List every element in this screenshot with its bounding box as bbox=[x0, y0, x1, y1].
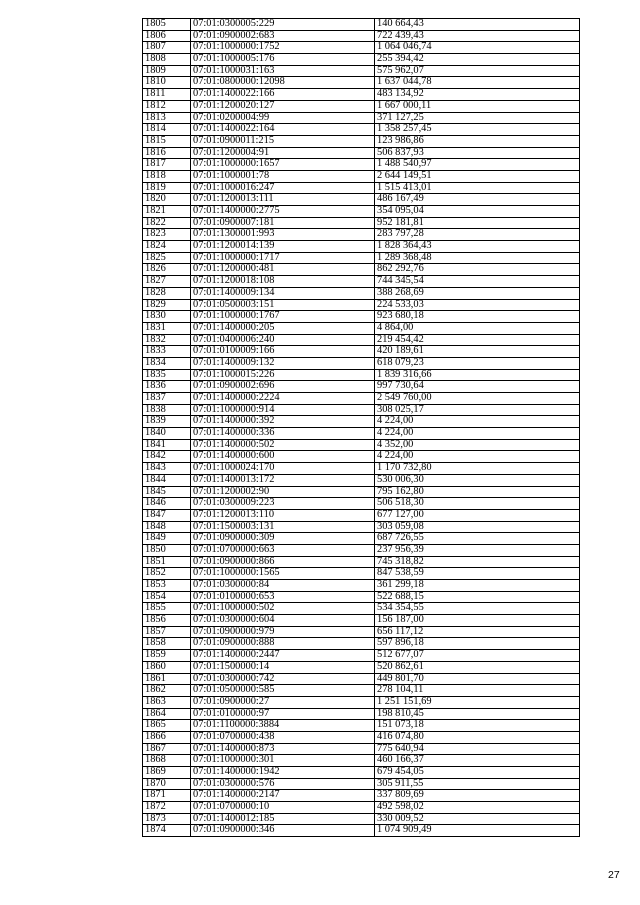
table-row bbox=[143, 252, 580, 264]
table-row bbox=[143, 147, 580, 159]
row-number-cell: 1846 bbox=[143, 498, 191, 510]
table-row bbox=[143, 135, 580, 147]
table-row bbox=[143, 591, 580, 603]
table-row bbox=[143, 685, 580, 697]
cadastral-number-cell: 07:01:1000031:163 bbox=[191, 65, 375, 77]
table-row bbox=[143, 556, 580, 568]
row-number-cell: 1815 bbox=[143, 135, 191, 147]
table-row bbox=[143, 287, 580, 299]
cadastral-value-cell: 597 896,18 bbox=[375, 638, 580, 650]
cadastral-value-cell: 618 079,23 bbox=[375, 357, 580, 369]
table-row bbox=[143, 299, 580, 311]
row-number-cell: 1831 bbox=[143, 322, 191, 334]
row-number-cell: 1874 bbox=[143, 825, 191, 837]
cadastral-number-cell: 07:01:1200013:111 bbox=[191, 194, 375, 206]
cadastral-value-cell: 330 009,52 bbox=[375, 813, 580, 825]
row-number-cell: 1806 bbox=[143, 30, 191, 42]
table-body bbox=[143, 19, 580, 837]
cadastral-value-cell: 198 810,45 bbox=[375, 708, 580, 720]
table-row bbox=[143, 509, 580, 521]
table-row bbox=[143, 229, 580, 241]
cadastral-value-cell: 1 828 364,43 bbox=[375, 241, 580, 253]
cadastral-value-cell: 151 073,18 bbox=[375, 720, 580, 732]
cadastral-number-cell: 07:01:1000000:502 bbox=[191, 603, 375, 615]
cadastral-value-cell: 337 809,69 bbox=[375, 790, 580, 802]
cadastral-value-cell: 1 637 044,78 bbox=[375, 77, 580, 89]
table-row bbox=[143, 603, 580, 615]
table-row bbox=[143, 638, 580, 650]
table-row bbox=[143, 54, 580, 66]
cadastral-number-cell: 07:01:1400013:172 bbox=[191, 474, 375, 486]
table-row bbox=[143, 463, 580, 475]
table-row bbox=[143, 182, 580, 194]
row-number-cell: 1826 bbox=[143, 264, 191, 276]
cadastral-number-cell: 07:01:1400009:134 bbox=[191, 287, 375, 299]
row-number-cell: 1836 bbox=[143, 381, 191, 393]
cadastral-value-cell: 4 224,00 bbox=[375, 416, 580, 428]
cadastral-number-cell: 07:01:0100000:97 bbox=[191, 708, 375, 720]
row-number-cell: 1868 bbox=[143, 755, 191, 767]
cadastral-value-cell: 1 064 046,74 bbox=[375, 42, 580, 54]
cadastral-value-cell: 354 095,04 bbox=[375, 206, 580, 218]
cadastral-value-cell: 1 251 151,69 bbox=[375, 696, 580, 708]
table-row bbox=[143, 825, 580, 837]
cadastral-number-cell: 07:01:0900000:309 bbox=[191, 533, 375, 545]
cadastral-value-cell: 522 688,15 bbox=[375, 591, 580, 603]
cadastral-number-cell: 07:01:0500000:585 bbox=[191, 685, 375, 697]
table-row bbox=[143, 778, 580, 790]
cadastral-value-cell: 303 059,08 bbox=[375, 521, 580, 533]
table-row bbox=[143, 206, 580, 218]
table-row bbox=[143, 568, 580, 580]
row-number-cell: 1822 bbox=[143, 217, 191, 229]
cadastral-number-cell: 07:01:1400009:132 bbox=[191, 357, 375, 369]
cadastral-value-cell: 123 986,86 bbox=[375, 135, 580, 147]
row-number-cell: 1812 bbox=[143, 100, 191, 112]
row-number-cell: 1870 bbox=[143, 778, 191, 790]
table-row bbox=[143, 533, 580, 545]
cadastral-value-cell: 371 127,25 bbox=[375, 112, 580, 124]
cadastral-number-cell: 07:01:0200004:99 bbox=[191, 112, 375, 124]
row-number-cell: 1860 bbox=[143, 661, 191, 673]
cadastral-number-cell: 07:01:1200018:108 bbox=[191, 276, 375, 288]
cadastral-number-cell: 07:01:0900007:181 bbox=[191, 217, 375, 229]
cadastral-value-cell: 1 170 732,80 bbox=[375, 463, 580, 475]
row-number-cell: 1854 bbox=[143, 591, 191, 603]
cadastral-number-cell: 07:01:1100000:3884 bbox=[191, 720, 375, 732]
table-row bbox=[143, 731, 580, 743]
table-row bbox=[143, 65, 580, 77]
table-row bbox=[143, 369, 580, 381]
cadastral-number-cell: 07:01:1400000:2775 bbox=[191, 206, 375, 218]
table-row bbox=[143, 790, 580, 802]
cadastral-number-cell: 07:01:0300000:742 bbox=[191, 673, 375, 685]
cadastral-value-cell: 255 394,42 bbox=[375, 54, 580, 66]
cadastral-number-cell: 07:01:1000000:1752 bbox=[191, 42, 375, 54]
row-number-cell: 1819 bbox=[143, 182, 191, 194]
table-row bbox=[143, 170, 580, 182]
cadastral-value-cell: 483 134,92 bbox=[375, 89, 580, 101]
cadastral-value-cell: 997 730,64 bbox=[375, 381, 580, 393]
table-row bbox=[143, 650, 580, 662]
table-row bbox=[143, 626, 580, 638]
row-number-cell: 1818 bbox=[143, 170, 191, 182]
cadastral-value-cell: 677 127,00 bbox=[375, 509, 580, 521]
row-number-cell: 1872 bbox=[143, 802, 191, 814]
cadastral-number-cell: 07:01:0400006:240 bbox=[191, 334, 375, 346]
cadastral-value-cell: 449 801,70 bbox=[375, 673, 580, 685]
table-row bbox=[143, 393, 580, 405]
cadastral-value-cell: 923 680,18 bbox=[375, 311, 580, 323]
cadastral-number-cell: 07:01:0900000:888 bbox=[191, 638, 375, 650]
cadastral-value-cell: 237 956,39 bbox=[375, 544, 580, 556]
table-row bbox=[143, 743, 580, 755]
table-row bbox=[143, 708, 580, 720]
cadastral-number-cell: 07:01:0300005:229 bbox=[191, 19, 375, 31]
table-row bbox=[143, 404, 580, 416]
cadastral-number-cell: 07:01:1400000:2147 bbox=[191, 790, 375, 802]
row-number-cell: 1838 bbox=[143, 404, 191, 416]
cadastral-value-cell: 795 162,80 bbox=[375, 486, 580, 498]
table-row bbox=[143, 100, 580, 112]
cadastral-number-cell: 07:01:0900011:215 bbox=[191, 135, 375, 147]
cadastral-number-cell: 07:01:1400000:2224 bbox=[191, 393, 375, 405]
cadastral-value-cell: 388 268,69 bbox=[375, 287, 580, 299]
table-row bbox=[143, 474, 580, 486]
table-row bbox=[143, 30, 580, 42]
row-number-cell: 1816 bbox=[143, 147, 191, 159]
cadastral-number-cell: 07:01:0900000:346 bbox=[191, 825, 375, 837]
cadastral-number-cell: 07:01:1200000:481 bbox=[191, 264, 375, 276]
cadastral-value-cell: 775 640,94 bbox=[375, 743, 580, 755]
row-number-cell: 1824 bbox=[143, 241, 191, 253]
cadastral-value-cell: 745 318,82 bbox=[375, 556, 580, 568]
cadastral-number-cell: 07:01:1500003:131 bbox=[191, 521, 375, 533]
row-number-cell: 1833 bbox=[143, 346, 191, 358]
cadastral-number-cell: 07:01:0100009:166 bbox=[191, 346, 375, 358]
cadastral-value-cell: 420 189,61 bbox=[375, 346, 580, 358]
cadastral-number-cell: 07:01:0700000:10 bbox=[191, 802, 375, 814]
table-row bbox=[143, 124, 580, 136]
row-number-cell: 1827 bbox=[143, 276, 191, 288]
row-number-cell: 1832 bbox=[143, 334, 191, 346]
cadastral-value-cell: 1 358 257,45 bbox=[375, 124, 580, 136]
cadastral-number-cell: 07:01:1000000:1767 bbox=[191, 311, 375, 323]
cadastral-value-cell: 2 549 760,00 bbox=[375, 393, 580, 405]
cadastral-number-cell: 07:01:0800000:12098 bbox=[191, 77, 375, 89]
cadastral-value-cell: 506 518,30 bbox=[375, 498, 580, 510]
row-number-cell: 1823 bbox=[143, 229, 191, 241]
row-number-cell: 1873 bbox=[143, 813, 191, 825]
table-row bbox=[143, 194, 580, 206]
cadastral-number-cell: 07:01:1200004:91 bbox=[191, 147, 375, 159]
cadastral-value-cell: 679 454,05 bbox=[375, 767, 580, 779]
cadastral-number-cell: 07:01:1200020:127 bbox=[191, 100, 375, 112]
cadastral-value-cell: 4 864,00 bbox=[375, 322, 580, 334]
table-row bbox=[143, 802, 580, 814]
cadastral-value-cell: 952 181,81 bbox=[375, 217, 580, 229]
cadastral-number-cell: 07:01:1000000:914 bbox=[191, 404, 375, 416]
cadastral-value-cell: 460 166,37 bbox=[375, 755, 580, 767]
cadastral-value-cell: 308 025,17 bbox=[375, 404, 580, 416]
table-row bbox=[143, 276, 580, 288]
table-row bbox=[143, 661, 580, 673]
cadastral-value-cell: 361 299,18 bbox=[375, 580, 580, 592]
cadastral-number-cell: 07:01:0300000:84 bbox=[191, 580, 375, 592]
cadastral-value-cell: 219 454,42 bbox=[375, 334, 580, 346]
table-row bbox=[143, 77, 580, 89]
row-number-cell: 1871 bbox=[143, 790, 191, 802]
cadastral-value-cell: 1 667 000,11 bbox=[375, 100, 580, 112]
row-number-cell: 1861 bbox=[143, 673, 191, 685]
cadastral-number-cell: 07:01:1000000:1565 bbox=[191, 568, 375, 580]
table-row bbox=[143, 428, 580, 440]
row-number-cell: 1808 bbox=[143, 54, 191, 66]
cadastral-number-cell: 07:01:1000024:170 bbox=[191, 463, 375, 475]
table-row bbox=[143, 264, 580, 276]
row-number-cell: 1842 bbox=[143, 451, 191, 463]
cadastral-value-cell: 1 488 540,97 bbox=[375, 159, 580, 171]
table-row bbox=[143, 521, 580, 533]
cadastral-number-cell: 07:01:0700000:663 bbox=[191, 544, 375, 556]
cadastral-number-cell: 07:01:1400000:502 bbox=[191, 439, 375, 451]
row-number-cell: 1869 bbox=[143, 767, 191, 779]
cadastral-value-cell: 4 224,00 bbox=[375, 451, 580, 463]
cadastral-value-cell: 1 839 316,66 bbox=[375, 369, 580, 381]
row-number-cell: 1858 bbox=[143, 638, 191, 650]
cadastral-number-cell: 07:01:0900000:979 bbox=[191, 626, 375, 638]
row-number-cell: 1848 bbox=[143, 521, 191, 533]
cadastral-value-cell: 4 352,00 bbox=[375, 439, 580, 451]
table-row bbox=[143, 813, 580, 825]
cadastral-value-cell: 520 862,61 bbox=[375, 661, 580, 673]
cadastral-value-cell: 722 439,43 bbox=[375, 30, 580, 42]
cadastral-value-table bbox=[142, 18, 580, 837]
row-number-cell: 1835 bbox=[143, 369, 191, 381]
row-number-cell: 1845 bbox=[143, 486, 191, 498]
cadastral-value-cell: 140 664,43 bbox=[375, 19, 580, 31]
cadastral-value-cell: 862 292,76 bbox=[375, 264, 580, 276]
row-number-cell: 1843 bbox=[143, 463, 191, 475]
cadastral-number-cell: 07:01:1400000:205 bbox=[191, 322, 375, 334]
cadastral-number-cell: 07:01:1000015:226 bbox=[191, 369, 375, 381]
table-row bbox=[143, 42, 580, 54]
cadastral-number-cell: 07:01:1300001:993 bbox=[191, 229, 375, 241]
cadastral-number-cell: 07:01:1400012:185 bbox=[191, 813, 375, 825]
table-row bbox=[143, 89, 580, 101]
table-row bbox=[143, 615, 580, 627]
cadastral-number-cell: 07:01:0900000:866 bbox=[191, 556, 375, 568]
cadastral-number-cell: 07:01:1000016:247 bbox=[191, 182, 375, 194]
cadastral-value-cell: 416 074,80 bbox=[375, 731, 580, 743]
table-row bbox=[143, 580, 580, 592]
row-number-cell: 1841 bbox=[143, 439, 191, 451]
cadastral-value-cell: 656 117,12 bbox=[375, 626, 580, 638]
cadastral-number-cell: 07:01:1200002:90 bbox=[191, 486, 375, 498]
cadastral-number-cell: 07:01:0300009:223 bbox=[191, 498, 375, 510]
cadastral-value-cell: 534 354,55 bbox=[375, 603, 580, 615]
cadastral-value-cell: 224 533,03 bbox=[375, 299, 580, 311]
cadastral-value-cell: 2 644 149,51 bbox=[375, 170, 580, 182]
table-row bbox=[143, 544, 580, 556]
row-number-cell: 1807 bbox=[143, 42, 191, 54]
row-number-cell: 1805 bbox=[143, 19, 191, 31]
cadastral-value-cell: 506 837,93 bbox=[375, 147, 580, 159]
row-number-cell: 1821 bbox=[143, 206, 191, 218]
cadastral-value-cell: 687 726,55 bbox=[375, 533, 580, 545]
row-number-cell: 1813 bbox=[143, 112, 191, 124]
cadastral-number-cell: 07:01:1400022:166 bbox=[191, 89, 375, 101]
table-row bbox=[143, 451, 580, 463]
cadastral-value-cell: 156 187,00 bbox=[375, 615, 580, 627]
cadastral-number-cell: 07:01:1400000:1942 bbox=[191, 767, 375, 779]
row-number-cell: 1851 bbox=[143, 556, 191, 568]
cadastral-number-cell: 07:01:1000005:176 bbox=[191, 54, 375, 66]
cadastral-number-cell: 07:01:0300000:604 bbox=[191, 615, 375, 627]
row-number-cell: 1809 bbox=[143, 65, 191, 77]
cadastral-number-cell: 07:01:1000000:1657 bbox=[191, 159, 375, 171]
cadastral-value-cell: 1 515 413,01 bbox=[375, 182, 580, 194]
cadastral-number-cell: 07:01:1000000:1717 bbox=[191, 252, 375, 264]
cadastral-value-cell: 1 074 909,49 bbox=[375, 825, 580, 837]
table-row bbox=[143, 696, 580, 708]
row-number-cell: 1847 bbox=[143, 509, 191, 521]
table-row bbox=[143, 159, 580, 171]
cadastral-value-cell: 486 167,49 bbox=[375, 194, 580, 206]
row-number-cell: 1828 bbox=[143, 287, 191, 299]
cadastral-number-cell: 07:01:1500000:14 bbox=[191, 661, 375, 673]
cadastral-value-cell: 278 104,11 bbox=[375, 685, 580, 697]
cadastral-number-cell: 07:01:1000000:301 bbox=[191, 755, 375, 767]
table-row bbox=[143, 381, 580, 393]
cadastral-value-cell: 512 677,07 bbox=[375, 650, 580, 662]
cadastral-value-cell: 283 797,28 bbox=[375, 229, 580, 241]
row-number-cell: 1844 bbox=[143, 474, 191, 486]
cadastral-number-cell: 07:01:1400000:600 bbox=[191, 451, 375, 463]
cadastral-number-cell: 07:01:1400000:336 bbox=[191, 428, 375, 440]
cadastral-number-cell: 07:01:0300000:576 bbox=[191, 778, 375, 790]
table-row bbox=[143, 486, 580, 498]
row-number-cell: 1811 bbox=[143, 89, 191, 101]
page-number: 27 bbox=[608, 869, 620, 881]
row-number-cell: 1849 bbox=[143, 533, 191, 545]
cadastral-number-cell: 07:01:1000001:78 bbox=[191, 170, 375, 182]
table-row bbox=[143, 241, 580, 253]
row-number-cell: 1867 bbox=[143, 743, 191, 755]
row-number-cell: 1855 bbox=[143, 603, 191, 615]
table-row bbox=[143, 673, 580, 685]
cadastral-number-cell: 07:01:1200014:139 bbox=[191, 241, 375, 253]
row-number-cell: 1856 bbox=[143, 615, 191, 627]
table-row bbox=[143, 755, 580, 767]
cadastral-number-cell: 07:01:1400000:2447 bbox=[191, 650, 375, 662]
table-row bbox=[143, 19, 580, 31]
cadastral-value-cell: 4 224,00 bbox=[375, 428, 580, 440]
table-row bbox=[143, 217, 580, 229]
cadastral-number-cell: 07:01:0900002:683 bbox=[191, 30, 375, 42]
row-number-cell: 1853 bbox=[143, 580, 191, 592]
table-row bbox=[143, 334, 580, 346]
row-number-cell: 1820 bbox=[143, 194, 191, 206]
row-number-cell: 1840 bbox=[143, 428, 191, 440]
cadastral-value-cell: 530 006,30 bbox=[375, 474, 580, 486]
row-number-cell: 1866 bbox=[143, 731, 191, 743]
row-number-cell: 1859 bbox=[143, 650, 191, 662]
table-row bbox=[143, 720, 580, 732]
cadastral-number-cell: 07:01:0500003:151 bbox=[191, 299, 375, 311]
table-row bbox=[143, 346, 580, 358]
table-row bbox=[143, 439, 580, 451]
row-number-cell: 1850 bbox=[143, 544, 191, 556]
cadastral-number-cell: 07:01:1400000:392 bbox=[191, 416, 375, 428]
cadastral-number-cell: 07:01:1400000:873 bbox=[191, 743, 375, 755]
cadastral-number-cell: 07:01:0900002:696 bbox=[191, 381, 375, 393]
row-number-cell: 1825 bbox=[143, 252, 191, 264]
table-row bbox=[143, 311, 580, 323]
row-number-cell: 1857 bbox=[143, 626, 191, 638]
cadastral-value-cell: 305 911,55 bbox=[375, 778, 580, 790]
cadastral-number-cell: 07:01:1400022:164 bbox=[191, 124, 375, 136]
row-number-cell: 1852 bbox=[143, 568, 191, 580]
row-number-cell: 1834 bbox=[143, 357, 191, 369]
table-row bbox=[143, 767, 580, 779]
cadastral-value-cell: 575 962,07 bbox=[375, 65, 580, 77]
cadastral-number-cell: 07:01:0100000:653 bbox=[191, 591, 375, 603]
cadastral-value-cell: 847 538,59 bbox=[375, 568, 580, 580]
row-number-cell: 1839 bbox=[143, 416, 191, 428]
row-number-cell: 1814 bbox=[143, 124, 191, 136]
row-number-cell: 1830 bbox=[143, 311, 191, 323]
cadastral-value-cell: 492 598,02 bbox=[375, 802, 580, 814]
table-row bbox=[143, 322, 580, 334]
cadastral-value-cell: 744 345,54 bbox=[375, 276, 580, 288]
row-number-cell: 1817 bbox=[143, 159, 191, 171]
row-number-cell: 1865 bbox=[143, 720, 191, 732]
row-number-cell: 1864 bbox=[143, 708, 191, 720]
cadastral-number-cell: 07:01:1200013:110 bbox=[191, 509, 375, 521]
cadastral-value-cell: 1 289 368,48 bbox=[375, 252, 580, 264]
table-row bbox=[143, 357, 580, 369]
table-row bbox=[143, 416, 580, 428]
row-number-cell: 1829 bbox=[143, 299, 191, 311]
cadastral-number-cell: 07:01:0700000:438 bbox=[191, 731, 375, 743]
row-number-cell: 1863 bbox=[143, 696, 191, 708]
row-number-cell: 1810 bbox=[143, 77, 191, 89]
row-number-cell: 1862 bbox=[143, 685, 191, 697]
table-row bbox=[143, 112, 580, 124]
table-row bbox=[143, 498, 580, 510]
cadastral-number-cell: 07:01:0900000:27 bbox=[191, 696, 375, 708]
row-number-cell: 1837 bbox=[143, 393, 191, 405]
